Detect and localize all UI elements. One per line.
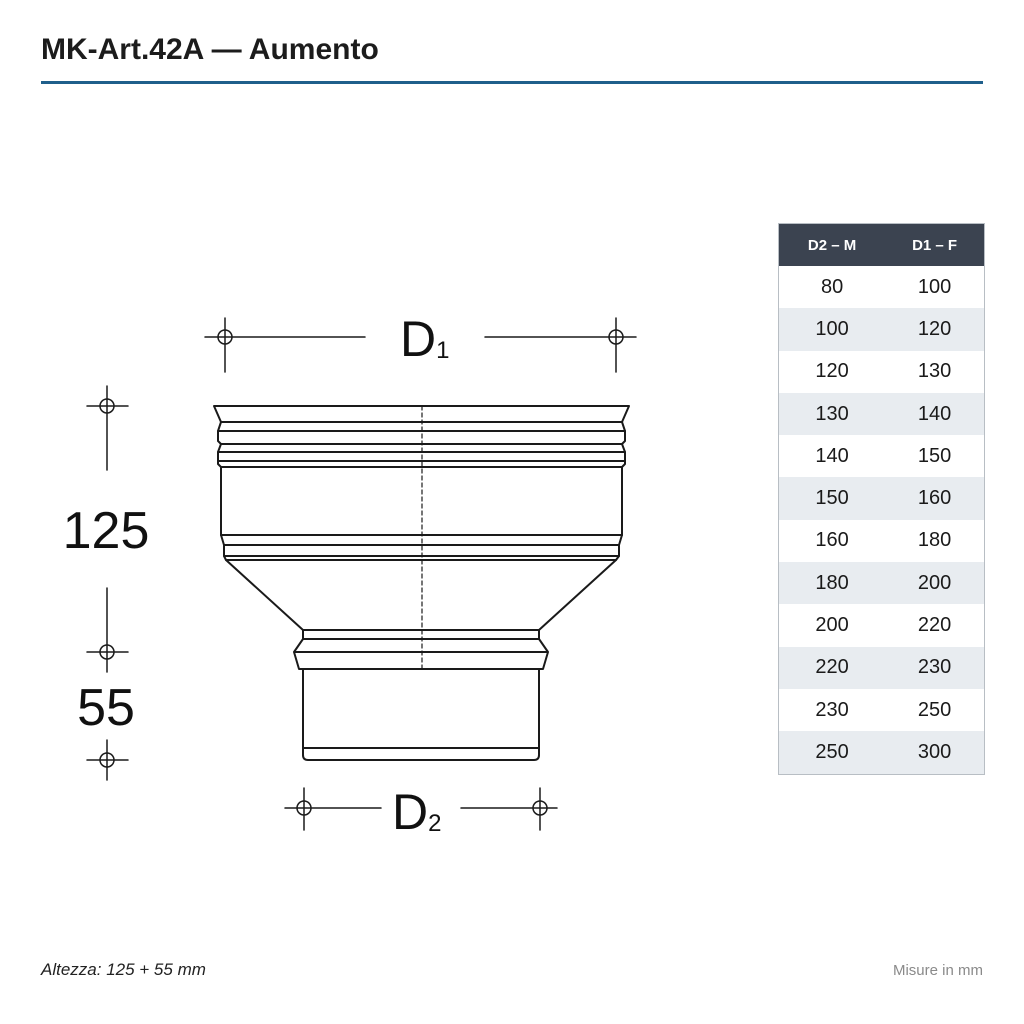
column-header-d2: D2 – M [779,224,885,266]
cell-d1: 120 [885,308,984,350]
cell-d2: 130 [779,393,885,435]
height-lower-label: 55 [77,679,135,737]
units-note: Misure in mm [892,962,983,979]
height-upper-label: 125 [62,502,150,560]
table-row [779,393,984,435]
cell-d1: 300 [885,731,984,773]
table-row [779,689,984,731]
cell-d1: 250 [885,689,984,731]
cell-d2: 150 [779,477,885,519]
table-row [779,308,984,350]
d1-label: D1 [400,311,450,367]
cell-d2: 100 [779,308,885,350]
cell-d2: 230 [779,689,885,731]
table-row [779,351,984,393]
page-title: MK-Art.42A — Aumento [41,33,379,66]
reducer-body [214,406,629,760]
cell-d1: 200 [885,562,984,604]
cell-d2: 180 [779,562,885,604]
height-note: Altezza: 125 + 55 mm [41,960,206,979]
table-row [779,435,984,477]
cell-d1: 230 [885,647,984,689]
table-row [779,520,984,562]
column-header-d1: D1 – F [885,224,984,266]
table-row [779,731,984,773]
d2-label: D2 [392,784,442,840]
table-row [779,477,984,519]
cell-d2: 160 [779,520,885,562]
cell-d1: 100 [885,266,984,308]
cell-d2: 220 [779,647,885,689]
cell-d1: 180 [885,520,984,562]
cell-d2: 200 [779,604,885,646]
cell-d1: 150 [885,435,984,477]
cell-d1: 160 [885,477,984,519]
cell-d2: 120 [779,351,885,393]
table-header-row [779,224,984,266]
cell-d2: 250 [779,731,885,773]
table-row [779,562,984,604]
cell-d1: 140 [885,393,984,435]
table-row [779,604,984,646]
cell-d2: 140 [779,435,885,477]
cell-d2: 80 [779,266,885,308]
table-row [779,266,984,308]
size-table [778,223,985,775]
cell-d1: 130 [885,351,984,393]
table-row [779,647,984,689]
cell-d1: 220 [885,604,984,646]
size-table-grid [779,224,984,774]
